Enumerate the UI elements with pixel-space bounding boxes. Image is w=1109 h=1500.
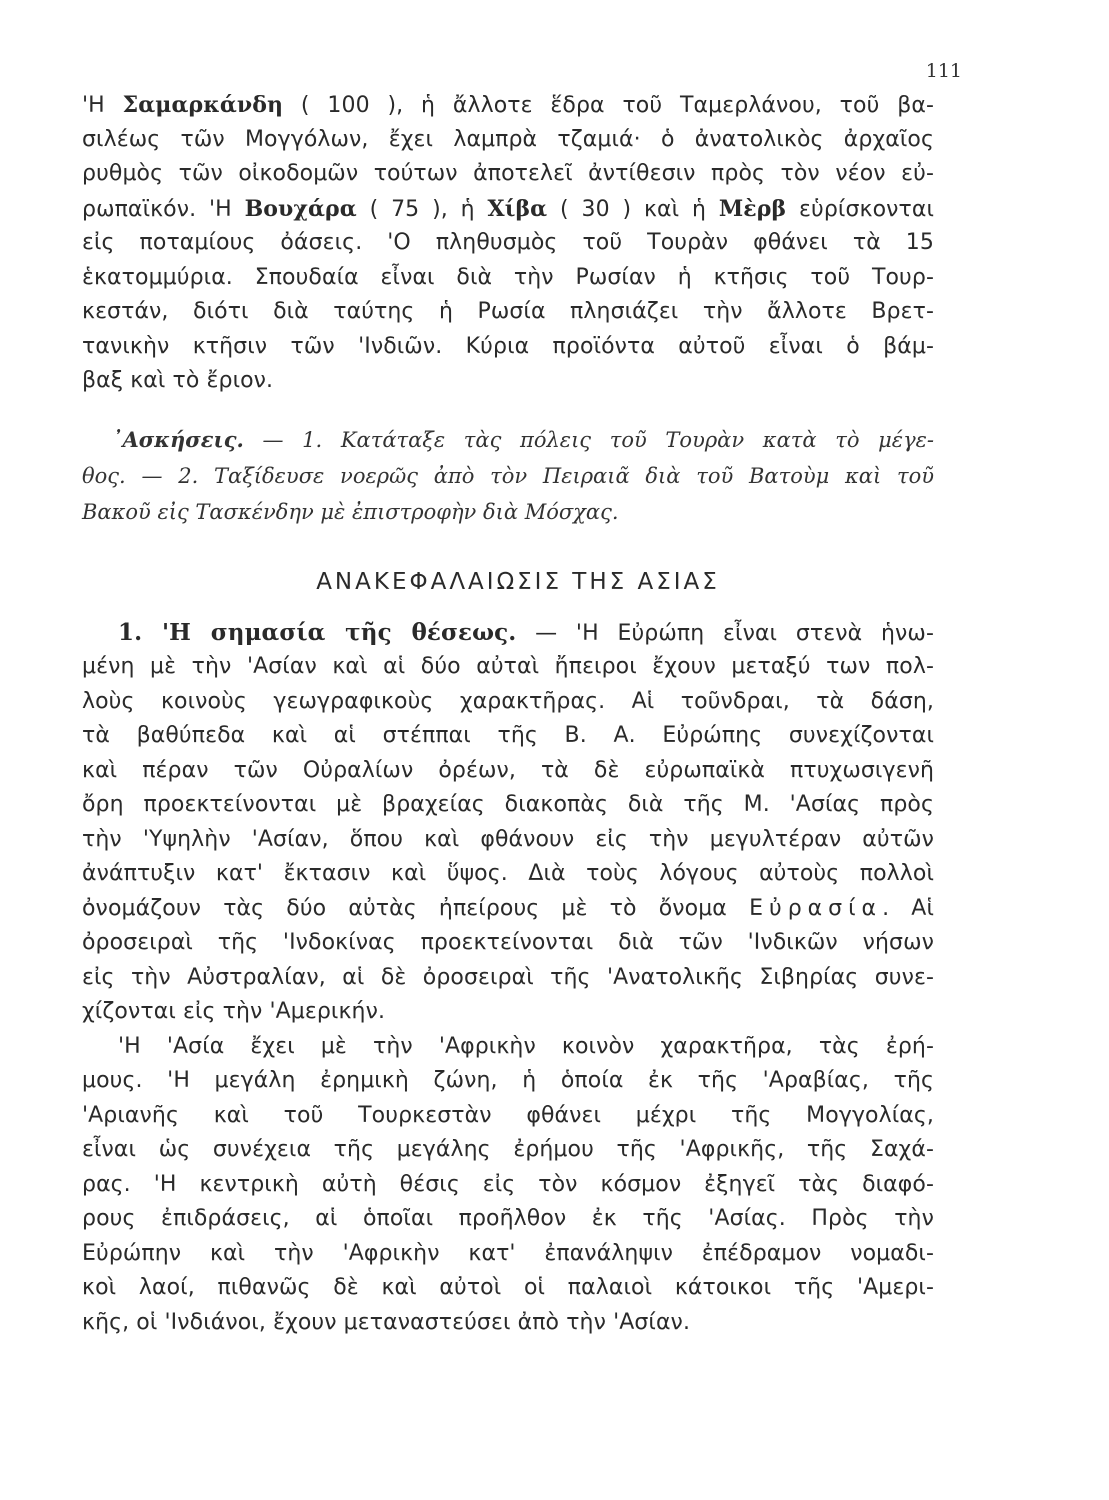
- place-name-samarkand: Σαμαρκάνδη: [122, 92, 284, 118]
- text-line: 'Αριανῆς καὶ τοῦ Τουρκεστὰν φθάνει μέχρι τῆς Μογγολίας,: [82, 1102, 934, 1128]
- text-line: ρους ἐπιδράσεις, αἱ ὁποῖαι προῆλθον ἐκ τῆς 'Ασίας. Πρὸς τὴν: [82, 1206, 934, 1231]
- text-line: κεστάν, διότι διὰ ταύτης ἡ Ρωσία πλησιάζει τὴν ἄλλοτε Βρετ-: [82, 299, 934, 324]
- subsection-heading: 1. 'Η σημασία τῆς θέσεως.: [118, 618, 517, 646]
- text-line: εἰς τὴν Αὐστραλίαν, αἱ δὲ ὀροσειραὶ τῆς 'Ανατολικῆς Σιβηρίας συνε-: [82, 964, 934, 990]
- text-line: ὄρη προεκτείνονται μὲ βραχείας διακοπὰς διὰ τῆς Μ. 'Ασίας πρὸς: [82, 792, 934, 817]
- text-line: ἀνάπτυξιν κατ' ἔκτασιν καὶ ὕψος. Διὰ τοὺς λόγους αὐτοὺς πολλοὶ: [82, 861, 934, 886]
- text-line: εἰς ποταμίους ὀάσεις. 'Ο πληθυσμὸς τοῦ Τουρὰν φθάνει τὰ 15: [82, 230, 934, 255]
- text-line: εἶναι ὡς συνέχεια τῆς μεγάλης ἐρήμου τῆς 'Αφρικῆς, τῆς Σαχά-: [82, 1137, 934, 1162]
- eurasia-word: Εὐρασία: [749, 895, 883, 921]
- place-name-khiva: Χίβα: [487, 195, 548, 222]
- text-line: ὀνομάζουν τὰς δύο αὐτὰς ἠπείρους μὲ τὸ ὄνομα Εὐρασία. Αἱ: [82, 895, 934, 921]
- exercise-line: Βακοῦ εἰς Τασκένδην μὲ ἐπιστροφὴν διὰ Μόσχας.: [82, 499, 619, 524]
- text-line: Εὐρώπην καὶ τὴν 'Αφρικὴν κατ' ἐπανάληψιν ἐπέδραμον νομαδι-: [82, 1240, 934, 1266]
- text-line: 1. 'Η σημασία τῆς θέσεως. — 'Η Εὐρώπη εἶναι στενὰ ἡνω-: [118, 618, 934, 646]
- exercises-block: [82, 422, 934, 530]
- paragraph-asia-africa: [82, 1030, 934, 1341]
- place-name-bukhara: Βουχάρα: [244, 195, 357, 222]
- text-line: ρωπαϊκόν. 'Η Βουχάρα ( 75 ), ἡ Χίβα ( 30 ) καὶ ἡ Μὲρβ εὑρίσκονται: [82, 195, 935, 222]
- text-line: ἑκατομμύρια. Σπουδαία εἶναι διὰ τὴν Ρωσίαν ἡ κτῆσις τοῦ Τουρ-: [82, 264, 934, 290]
- text-line: καὶ πέραν τῶν Οὐραλίων ὀρέων, τὰ δὲ εὐρωπαϊκὰ πτυχωσιγενῆ: [82, 757, 934, 783]
- text-line: κῆς, οἱ 'Ινδιάνοι, ἔχουν μεταναστεύσει ἀπὸ τὴν 'Ασίαν.: [82, 1309, 691, 1335]
- text-line: ὀροσειραὶ τῆς 'Ινδοκίνας προεκτείνονται διὰ τῶν 'Ινδικῶν νήσων: [82, 930, 934, 955]
- text-line: ρυθμὸς τῶν οἰκοδομῶν τούτων ἀποτελεῖ ἀντίθεσιν πρὸς τὸν νέον εὐ-: [82, 161, 934, 186]
- subsection-importance-of-position: [82, 616, 934, 1030]
- page-text: [82, 88, 934, 1340]
- text-line: κοὶ λαοί, πιθανῶς δὲ καὶ αὐτοὶ οἱ παλαιοὶ κάτοικοι τῆς 'Αμερι-: [82, 1275, 934, 1300]
- text-line: λοὺς κοινοὺς γεωγραφικοὺς χαρακτῆρας. Αἱ τοῦνδραι, τὰ δάση,: [82, 688, 934, 714]
- text-line: χίζονται εἰς τὴν 'Αμερικήν.: [82, 999, 386, 1024]
- text-line: βαξ καὶ τὸ ἔριον.: [82, 368, 274, 393]
- page-number: 111: [925, 60, 962, 82]
- text-line: μένη μὲ τὴν 'Ασίαν καὶ αἱ δύο αὐταὶ ἤπειροι ἔχουν μεταξύ των πολ-: [82, 654, 934, 679]
- text-line: 'Η 'Ασία ἔχει μὲ τὴν 'Αφρικὴν κοινὸν χαρακτῆρα, τὰς ἐρή-: [118, 1033, 934, 1059]
- text-line: ρας. 'Η κεντρικὴ αὐτὴ θέσις εἰς τὸν κόσμον ἐξηγεῖ τὰς διαφό-: [82, 1171, 934, 1197]
- text-line: τὴν 'Υψηλὴν 'Ασίαν, ὅπου καὶ φθάνουν εἰς τὴν μεγυλτέραν αὐτῶν: [82, 826, 934, 852]
- text-line: τανικὴν κτῆσιν τῶν 'Ινδιῶν. Κύρια προϊόντα αὐτοῦ εἶναι ὁ βάμ-: [82, 333, 934, 359]
- text-line: σιλέως τῶν Μογγόλων, ἔχει λαμπρὰ τζαμιά· ὁ ἀνατολικὸς ἀρχαῖος: [82, 126, 934, 152]
- place-name-merv: Μὲρβ: [718, 195, 787, 222]
- section-title: ΑΝΑΚΕΦΑΛΑΙΩΣΙΣ ΤΗΣ ΑΣΙΑΣ: [316, 568, 720, 595]
- text-line: 'Η Σαμαρκάνδη ( 100 ), ἡ ἄλλοτε ἕδρα τοῦ Ταμερλάνου, τοῦ βα-: [82, 92, 934, 118]
- exercises-label: ᾿Ασκήσεις.: [112, 426, 244, 452]
- exercise-line: ᾿Ασκήσεις. — 1. Κατάταξε τὰς πόλεις τοῦ Τουρὰν κατὰ τὸ μέγε-: [112, 426, 934, 452]
- text-line: μους. 'Η μεγάλη ἐρημικὴ ζώνη, ἡ ὁποία ἐκ τῆς 'Αραβίας, τῆς: [82, 1068, 934, 1093]
- paragraph-samarkand: [82, 88, 934, 399]
- exercise-line: θος. — 2. Ταξίδευσε νοερῶς ἀπὸ τὸν Πειραιᾶ διὰ τοῦ Βατοὺμ καὶ τοῦ: [82, 463, 934, 488]
- text-line: τὰ βαθύπεδα καὶ αἱ στέππαι τῆς Β. Α. Εὐρώπης συνεχίζονται: [82, 723, 934, 748]
